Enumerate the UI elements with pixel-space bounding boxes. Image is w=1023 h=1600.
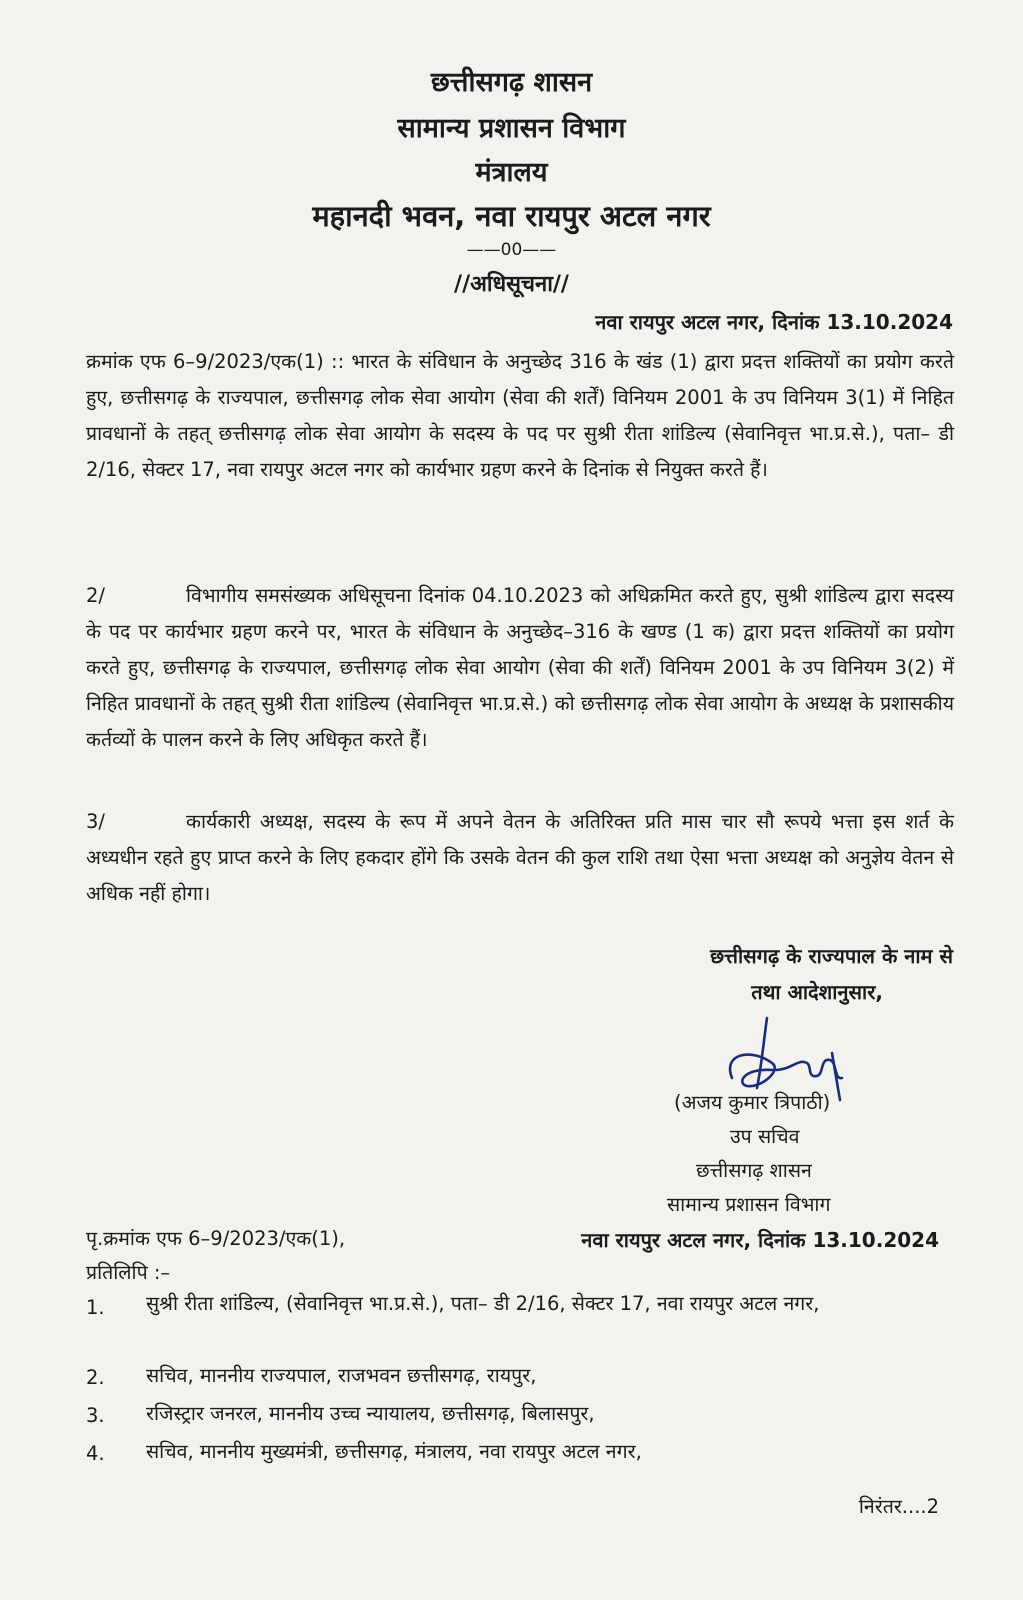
paragraph-3 [86,804,954,912]
place-date: नवा रायपुर अटल नगर, दिनांक 13.10.2024 [595,310,953,334]
continued-marker: निरंतर....2 [858,1495,939,1518]
header-government: छत्तीसगढ़ शासन [430,67,593,98]
copy-item-1-number: 1. [86,1296,105,1319]
signatory-name: (अजय कुमार त्रिपाठी) [674,1091,831,1114]
paragraph-3-number: 3/ [86,810,105,833]
signatory-org-1: छत्तीसगढ़ शासन [696,1159,812,1182]
paragraph-3-text: कार्यकारी अध्यक्ष, सदस्य के रूप में अपने वेतन के अतिरिक्त प्रति मास चार सौ रूपये भत्ता इस शर्त के अध्यधीन रहते हुए प्राप्त करने के लिए हकदार होंगे कि उसके वेतन की कुल राशि तथा ऐसा भत्ता अध्यक्ष को अनुज्ञेय वेतन से अधिक नहीं होगा। [86,810,954,905]
header-separator: ——00—— [466,240,557,260]
header-address: महानदी भवन, नवा रायपुर अटल नगर [312,199,711,233]
copy-item-3-text: रजिस्ट्रार जनरल, माननीय उच्च न्यायालय, छत्तीसगढ़, बिलासपुर, [146,1402,595,1425]
order-line-2: तथा आदेशानुसार, [751,980,883,1004]
copy-item-2-text: सचिव, माननीय राज्यपाल, राजभवन छत्तीसगढ़, रायपुर, [146,1364,537,1387]
paragraph-1: क्रमांक एफ 6–9/2023/एक(1) :: भारत के संविधान के अनुच्छेद 316 के खंड (1) द्वारा प्रदत्त शक्तियों का प्रयोग करते हुए, छत्तीसगढ़ के राज्यपाल, छत्तीसगढ़ लोक सेवा आयोग (सेवा की शर्तें) विनियम 2001 के उप विनियम 3(1) में निहित प्रावधानों के तहत् छत्तीसगढ़ लोक सेवा आयोग के सदस्य के पद पर सुश्री रीता शांडिल्य (सेवानिवृत्त भा.प्र.से.), पता– डी 2/16, सेक्टर 17, नवा रायपुर अटल नगर को कार्यभार ग्रहण करने के दिनांक से नियुक्त करते हैं। [86,350,954,481]
paragraph-2-text: विभागीय समसंख्यक अधिसूचना दिनांक 04.10.2023 को अधिक्रमित करते हुए, सुश्री शांडिल्य द्वारा सदस्य के पद पर कार्यभार ग्रहण करने पर, भारत के संविधान के अनुच्छेद–316 के खण्ड (1 क) द्वारा प्रदत्त शक्तियों का प्रयोग करते हुए, छत्तीसगढ़ के राज्यपाल, छत्तीसगढ़ लोक सेवा आयोग (सेवा की शर्तें) विनियम 2001 के उप विनियम 3(2) में निहित प्रावधानों के तहत् सुश्री रीता शांडिल्य (सेवानिवृत्त भा.प्र.से.) को छत्तीसगढ़ लोक सेवा आयोग के अध्यक्ष के प्रशासकीय कर्तव्यों के पालन करने के लिए अधिकृत करते हैं। [86,584,954,751]
copy-item-4-text: सचिव, माननीय मुख्यमंत्री, छत्तीसगढ़, मंत्रालय, नवा रायपुर अटल नगर, [146,1440,642,1463]
paragraph-2 [86,578,954,758]
copy-item-2-number: 2. [86,1366,105,1389]
signatory-org-2: सामान्य प्रशासन विभाग [667,1193,831,1216]
paragraph-2-number: 2/ [86,584,105,607]
copy-item-1-text: सुश्री रीता शांडिल्य, (सेवानिवृत्त भा.प्र.से.), पता– डी 2/16, सेक्टर 17, नवा रायपुर अटल नगर, [146,1292,820,1315]
header-department: सामान्य प्रशासन विभाग [397,113,626,144]
header-ministry: मंत्रालय [475,157,548,188]
signatory-designation: उप सचिव [730,1125,800,1148]
order-line-1: छत्तीसगढ़ के राज्यपाल के नाम से [710,944,953,968]
notification-title: //अधिसूचना// [454,272,569,297]
copy-item-3-number: 3. [86,1404,105,1427]
copy-item-4-number: 4. [86,1442,105,1465]
endorsement-ref: पृ.क्रमांक एफ 6–9/2023/एक(1), [86,1227,346,1250]
endorsement-place-date: नवा रायपुर अटल नगर, दिनांक 13.10.2024 [581,1228,939,1252]
copy-label: प्रतिलिपि :– [86,1261,171,1284]
